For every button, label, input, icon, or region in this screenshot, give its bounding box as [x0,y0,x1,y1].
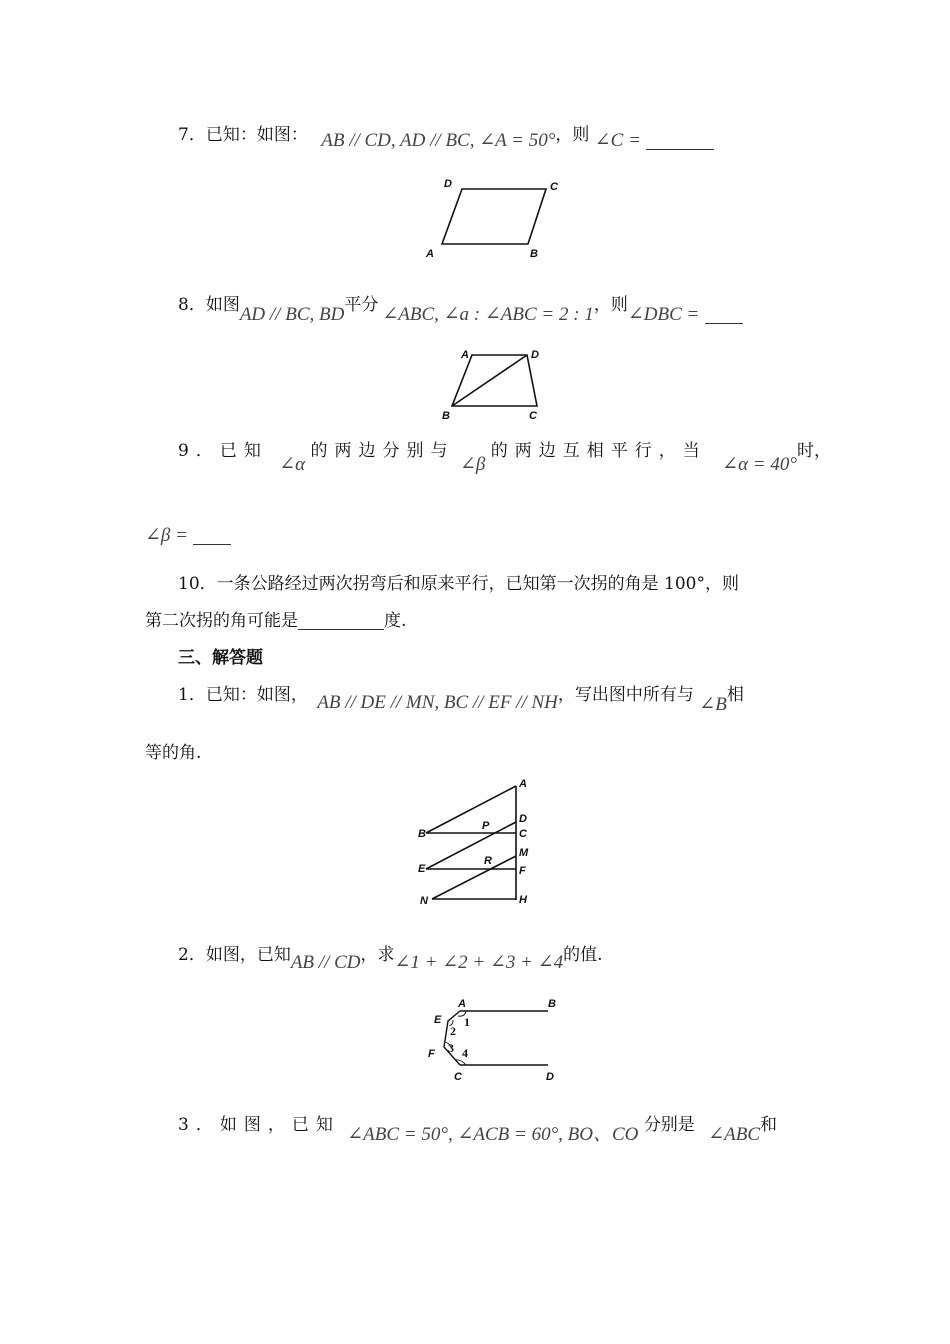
s3-given: ∠ABC = 50°, ∠ACB = 60°, BO、CO [347,1124,639,1145]
q8-label: 8．如图 [178,295,240,315]
line-DE [426,822,516,869]
s2-label-E: E [434,1014,442,1026]
s1-label-N: N [420,895,428,907]
parallelogram-ABCD [442,189,546,244]
q8-label-D: D [531,349,539,361]
q8-tail: ，则 [593,295,628,315]
s1-parallel-lines-figure [410,772,550,912]
q7-label-D: D [444,178,452,190]
s2-angle-3: 3 [448,1041,454,1055]
s2-given: AB // CD [290,952,361,973]
s2-label-B: B [548,998,556,1010]
s1-label-C: C [519,828,527,840]
s3-label: 3．如图，已知 [178,1115,340,1135]
q10-line-1: 10．一条公路经过两次拐弯后和原来平行，已知第一次拐的角是 100°，则 [178,574,739,594]
q8-label-C: C [529,410,537,422]
s1-label-F: F [519,865,526,877]
q10-line-2 [145,610,406,632]
q8-given-1: AD // BC, BD [239,304,345,325]
q9-answer-blank [193,526,231,545]
diagonal-BD [452,355,527,406]
q8-label-B: B [442,410,450,422]
line-AB [426,786,516,833]
q10-answer-blank [298,611,384,630]
q9-answer-line [145,525,231,547]
q7-parallelogram-figure [420,175,570,265]
s1-given: AB // DE // MN, BC // EF // NH [317,692,558,713]
s1-label-M: M [519,847,529,859]
s3-mid: 分别是 [643,1115,695,1135]
s2-label-D: D [546,1071,554,1083]
s1-label: 1．已知：如图， [178,685,308,705]
q7-label: 7．已知：如图： [178,125,308,145]
s1-label-H: H [519,894,527,906]
s1-angle: ∠B [699,694,727,715]
q7-label-C: C [550,181,558,193]
s1-label-R: R [484,855,492,867]
q9-num: 9．已知 [178,441,268,461]
s3-tail: 和 [760,1115,778,1135]
s2-angle-1: 1 [464,1015,470,1029]
s1-label-D: D [519,813,527,825]
s2-angle-2: 2 [450,1024,456,1038]
s1-label-P: P [482,820,490,832]
solution-3 [178,1114,778,1145]
line-MN [432,856,516,899]
s3-angle: ∠ABC [708,1124,761,1145]
s2-tail: 的值. [563,945,603,965]
question-7 [178,124,714,151]
s1-label-B: B [418,828,426,840]
s2-label-A: A [458,998,466,1010]
q9-condition: ∠α = 40° [722,454,797,475]
s2-zigzag-figure [420,995,570,1085]
q9-alpha: ∠α [279,454,306,475]
q7-answer-blank [646,131,714,150]
q10-text-b: 度. [384,611,407,631]
question-8 [178,294,743,325]
q7-tail: ，则 [555,125,590,145]
s2-mid: ，求 [360,945,395,965]
q8-label-A: A [461,349,469,361]
trapezoid-ABCD [452,355,537,406]
s2-expression: ∠1 + ∠2 + ∠3 + ∠4 [394,952,564,973]
s2-label: 2．如图，已知 [178,945,291,965]
solution-1 [178,684,744,715]
s1-label-A: A [519,778,527,790]
q8-answer-blank [705,305,743,324]
q9-ask: ∠β = [145,525,188,546]
q9-beta: ∠β [459,454,486,475]
q7-ask: ∠C = [594,130,641,151]
q8-ask: ∠DBC = [627,304,700,325]
q10-text-a: 第二次拐的角可能是 [145,611,298,631]
solution-2 [178,944,603,973]
q9-mid2: 的两边互相平行，当 [490,441,707,461]
s1-label-E: E [418,863,426,875]
broken-line-AEFC [444,1011,460,1065]
q9-mid: 的两边分别与 [310,441,455,461]
q7-given: AB // CD, AD // BC, ∠A = 50° [321,130,556,151]
q7-label-A: A [426,248,434,260]
s1-end: 相 [726,685,744,705]
q7-label-B: B [530,248,538,260]
section-title: 三、解答题 [178,648,263,668]
q9-tail: 时， [796,441,831,461]
s1-line-2: 等的角. [145,743,202,763]
s2-label-F: F [428,1048,435,1060]
s2-label-C: C [454,1071,462,1083]
q8-mid: 平分 [344,295,379,315]
q8-trapezoid-figure [440,345,550,425]
s1-tail: ，写出图中所有与 [557,685,694,705]
s2-angle-4: 4 [462,1046,468,1060]
question-9 [178,440,831,475]
q8-given-2: ∠ABC, ∠a : ∠ABC = 2 : 1 [382,304,594,325]
